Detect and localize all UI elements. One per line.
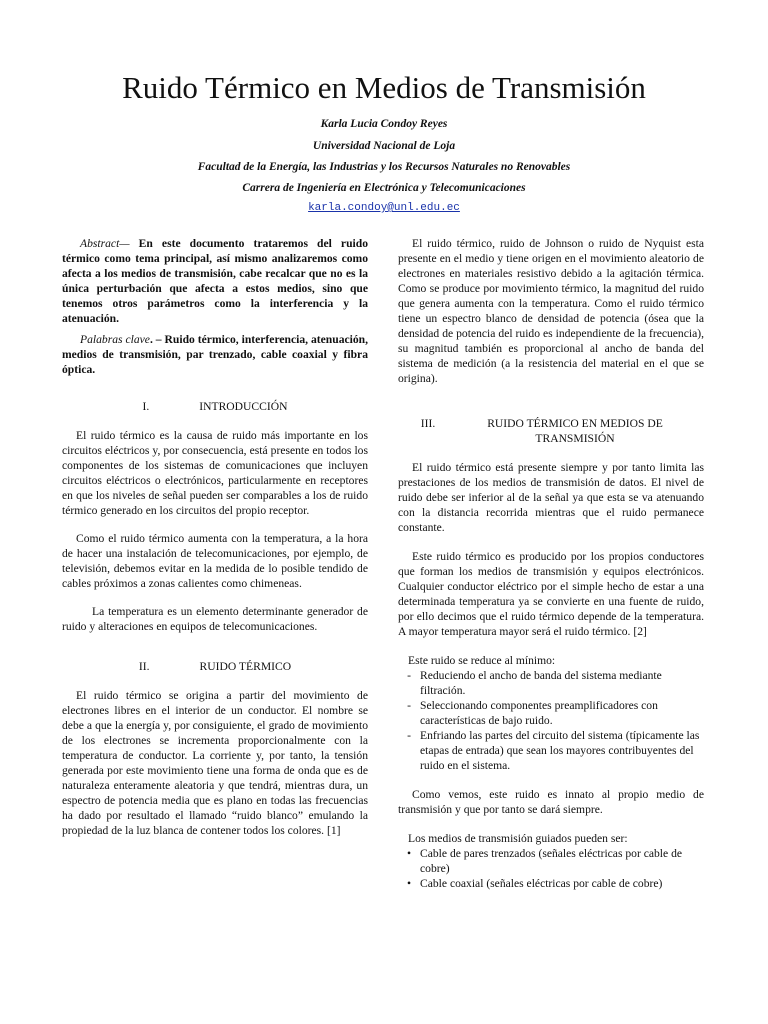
affiliation-career: Carrera de Ingeniería en Electrónica y Telecomunicaciones [242, 182, 526, 194]
intro-paragraph-1: El ruido térmico es la causa de ruido más importante en los circuitos eléctricos y, por consecuencia, está presente en todos los componentes de los sistemas de comunicaciones que incluyen circuitos eléctricos o electrónicos, particularmente en receptores en que los niveles de señal pueden ser comparables a los de ruido térmico generado en los circuitos del propio receptor. [62, 429, 368, 517]
abstract-label: Abstract— [80, 237, 130, 250]
list-item: • Cable coaxial (señales eléctricas por cable de cobre) [406, 877, 663, 890]
author-name: Karla Lucia Condoy Reyes [320, 118, 448, 130]
medios-paragraph-2: Este ruido térmico es producido por los propios conductores que forman los medios de transmisión y equipos electrónicos. Cualquier conductor eléctrico por el simple hecho de estar a una determinada temperatura ya se convierte en una fuente de ruido, por ello decimos que el ruido térmico depende de la temperatura. A mayor temperatura mayor será el ruido térmico. [2] [398, 550, 704, 638]
section-heading-medios: III. RUIDO TÉRMICO EN MEDIOS DE TRANSMISIÓN [420, 417, 663, 445]
section-heading-intro: I. INTRODUCCIÓN [142, 400, 288, 413]
abstract [62, 236, 368, 326]
ruido-termico-paragraph-1: El ruido térmico se origina a partir del movimiento de electrones libres en el interior de un conductor. El nombre se debe a que la energía y, por consiguiente, el grado de movimiento de los electrones se incrementa proporcionalmente con la temperatura de conductor. La corriente y, por tanto, la tensión generada por este movimiento tiene una forma de onda que es de naturaleza enteramente aleatoria y que tendrá, mientras dura, un espectro de potencia media que es plano en todas las frecuencias ha dado por resultado el llamado “ruido blanco” emulando la propiedad de la luz blanca de contener todos los colores. [1] [62, 689, 368, 837]
left-column [62, 236, 368, 838]
list-item: • Cable de pares trenzados (señales eléctricas por cable de cobre) [406, 847, 683, 875]
keywords-label: Palabras clave [80, 333, 150, 346]
guided-intro: Los medios de transmisión guiados pueden ser: [408, 832, 628, 845]
keywords [62, 332, 368, 377]
affiliation-faculty: Facultad de la Energía, las Industrias y los Recursos Naturales no Renovables [197, 161, 571, 173]
medios-paragraph-1: El ruido térmico está presente siempre y por tanto limita las prestaciones de los medios de transmisión de datos. El nivel de ruido debe ser inferior al de la señal ya que esta se va atenuando con la distancia recorrida mientras que el ruido permanece constante. [398, 461, 704, 534]
list-item: - Reduciendo el ancho de banda del sistema mediante filtración. [407, 669, 662, 697]
intro-paragraph-2: Como el ruido térmico aumenta con la temperatura, a la hora de hacer una instalación de telecomunicaciones, por ejemplo, de televisión, debemos evitar en la medida de lo posible tendido de cables próximos a zonas calientes como chimeneas. [62, 532, 368, 590]
keywords-text: . – Ruido térmico, interferencia, atenuación, medios de transmisión, par trenzado, cable coaxial y fibra óptica. [62, 333, 368, 376]
abstract-text: En este documento trataremos del ruido térmico como tema principal, así mismo analizaremos como afecta a los medios de transmisión, cabe recalcar que no es la única perturbación que afecta a estos medios, sino que tenemos otros parámetros como la interferencia y la atenuación. [62, 237, 368, 325]
right-column [398, 236, 704, 891]
ruido-termico-paragraph-2: El ruido térmico, ruido de Johnson o ruido de Nyquist esta presente en el medio y tiene origen en el movimiento aleatorio de electrones en materiales resistivo debido a la agitación térmica. Como se produce por movimiento térmico, la magnitud del ruido que genera aumenta con la temperatura. Como el ruido térmico tiene un espectro blanco de densidad de potencia (ósea que la densidad de potencia del ruido es independiente de la frecuencia), su magnitud también es proporcional al ancho de banda del sistema de medición (a la resistencia del material en el que se origina). [398, 237, 704, 385]
author-email-link[interactable]: karla.condoy@unl.edu.ec [308, 202, 460, 214]
reduce-list [398, 668, 704, 773]
paper-title: Ruido Térmico en Medios de Transmisión [122, 70, 646, 105]
section-heading-ruido-termico: II. RUIDO TÉRMICO [138, 660, 292, 673]
guided-list [398, 846, 704, 891]
list-item: - Enfriando las partes del circuito del sistema (típicamente las etapas de entrada) que sean los mayores contribuyentes del ruido en el sistema. [407, 729, 700, 772]
intro-paragraph-3: La temperatura es un elemento determinante generador de ruido y alteraciones en equipos de telecomunicaciones. [62, 605, 368, 633]
medios-paragraph-3: Como vemos, este ruido es innato al propio medio de transmisión y que por tanto se dará siempre. [398, 788, 704, 816]
affiliation-university: Universidad Nacional de Loja [312, 140, 456, 152]
list-item: - Seleccionando componentes preamplificadores con características de bajo ruido. [407, 699, 658, 727]
reduce-intro: Este ruido se reduce al mínimo: [408, 654, 556, 667]
